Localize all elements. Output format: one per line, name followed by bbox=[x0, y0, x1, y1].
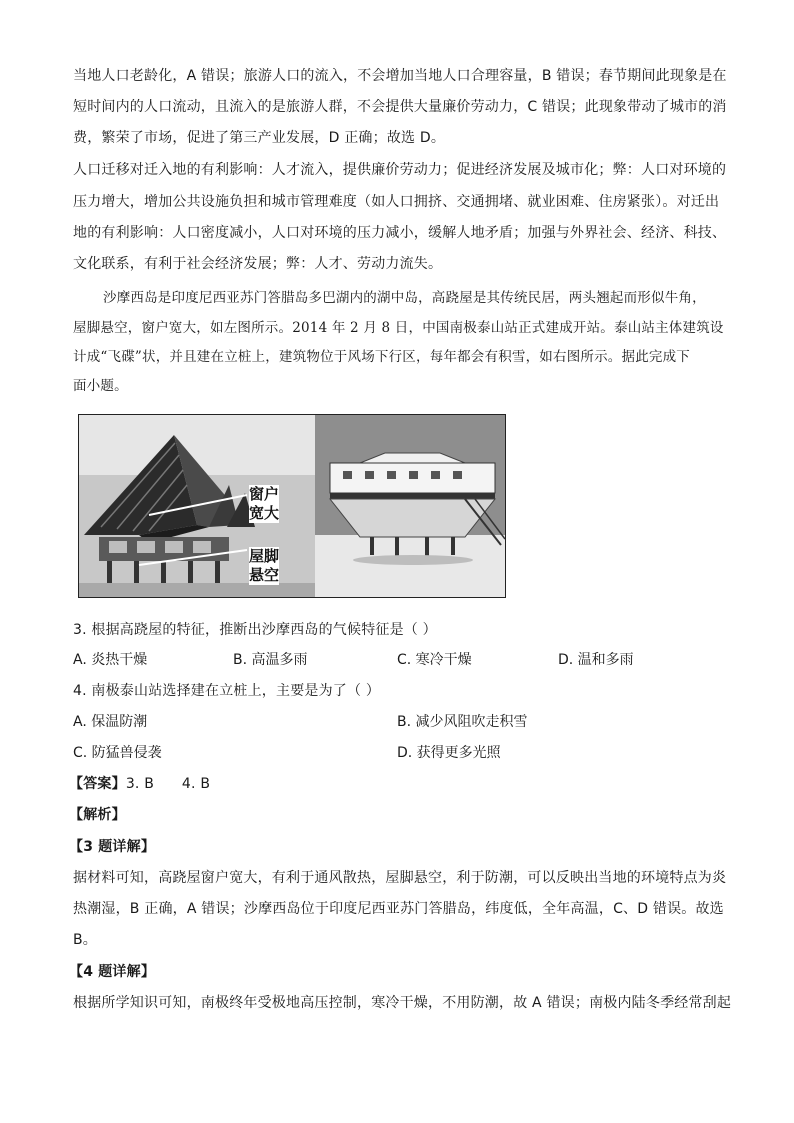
detail-3-label: 【3 题详解】 bbox=[69, 839, 156, 855]
q4-option-d[interactable]: D. 获得更多光照 bbox=[397, 745, 501, 761]
q3-option-b[interactable]: B. 高温多雨 bbox=[233, 652, 308, 668]
q3-option-d[interactable]: D. 温和多雨 bbox=[558, 652, 634, 668]
text-line: 热潮湿，B 正确，A 错误；沙摩西岛位于印度尼西亚苏门答腊岛，纬度低，全年高温，C、D 错误。故选 bbox=[73, 901, 724, 917]
question-4-stem: 4. 南极泰山站选择建在立桩上，主要是为了（ ） bbox=[73, 683, 381, 699]
stilt-house-photo bbox=[79, 415, 315, 597]
stilt-house-illustration bbox=[79, 415, 315, 597]
material-line: 沙摩西岛是印度尼西亚苏门答腊岛多巴湖内的湖中岛，高跷屋是其传统民居，两头翘起而形似牛角， bbox=[103, 290, 706, 306]
text-line: 地的有利影响：人口密度减小，人口对环境的压力减小，缓解人地矛盾；加强与外界社会、经济、科技、 bbox=[73, 225, 727, 241]
material-line: 屋脚悬空，窗户宽大，如左图所示。2014 年 2 月 8 日，中国南极泰山站正式建成开站。泰山站主体建筑设 bbox=[73, 320, 724, 336]
detail-4-label: 【4 题详解】 bbox=[69, 964, 156, 980]
q4-option-a[interactable]: A. 保温防潮 bbox=[73, 714, 148, 730]
ufo-station-illustration bbox=[315, 415, 505, 597]
text-line: 当地人口老龄化，A 错误；旅游人口的流入，不会增加当地人口合理容量，B 错误；春节期间此现象是在 bbox=[73, 68, 727, 84]
callout-stilt: 屋脚 悬空 bbox=[249, 547, 280, 584]
analysis-label: 【解析】 bbox=[69, 807, 126, 823]
text-line: 人口迁移对迁入地的有利影响：人才流入，提供廉价劳动力；促进经济发展及城市化；弊：人口对环境的 bbox=[73, 162, 727, 178]
material-line: 面小题。 bbox=[73, 378, 128, 394]
text-line: 根据所学知识可知，南极终年受极地高压控制，寒冷干燥，不用防潮，故 A 错误；南极内陆冬季经常刮起 bbox=[73, 995, 732, 1011]
text-line: 费，繁荣了市场，促进了第三产业发展，D 正确；故选 D。 bbox=[73, 130, 446, 146]
question-3-stem: 3. 根据高跷屋的特征，推断出沙摩西岛的气候特征是（ ） bbox=[73, 622, 437, 638]
text-line: 文化联系，有利于社会经济发展；弊：人才、劳动力流失。 bbox=[73, 256, 443, 272]
figure-photos bbox=[78, 414, 506, 598]
text-line: 压力增大，增加公共设施负担和城市管理难度（如人口拥挤、交通拥堵、就业困难、住房紧张）。对迁出 bbox=[73, 194, 720, 210]
text-line: B。 bbox=[73, 932, 98, 948]
answer-value: 3. B 4. B bbox=[125, 776, 211, 792]
answer-label: 【答案】 bbox=[69, 776, 126, 792]
text-line: 短时间内的人口流动，且流入的是旅游人群，不会提供大量廉价劳动力，C 错误；此现象带动了城市的消 bbox=[73, 99, 727, 115]
taishan-station-photo bbox=[315, 415, 505, 597]
q4-option-b[interactable]: B. 减少风阻吹走积雪 bbox=[397, 714, 528, 730]
q4-option-c[interactable]: C. 防猛兽侵袭 bbox=[73, 745, 162, 761]
answer-line bbox=[69, 774, 729, 794]
text-line: 据材料可知，高跷屋窗户宽大，有利于通风散热，屋脚悬空，利于防潮，可以反映出当地的环境特点为炎 bbox=[73, 870, 727, 886]
callout-window: 窗户 宽大 bbox=[249, 485, 280, 522]
q3-option-a[interactable]: A. 炎热干燥 bbox=[73, 652, 148, 668]
material-line: 计成“飞碟”状，并且建在立桩上，建筑物位于风场下行区，每年都会有积雪，如右图所示。据此完成下 bbox=[73, 349, 691, 365]
q3-option-c[interactable]: C. 寒冷干燥 bbox=[397, 652, 472, 668]
